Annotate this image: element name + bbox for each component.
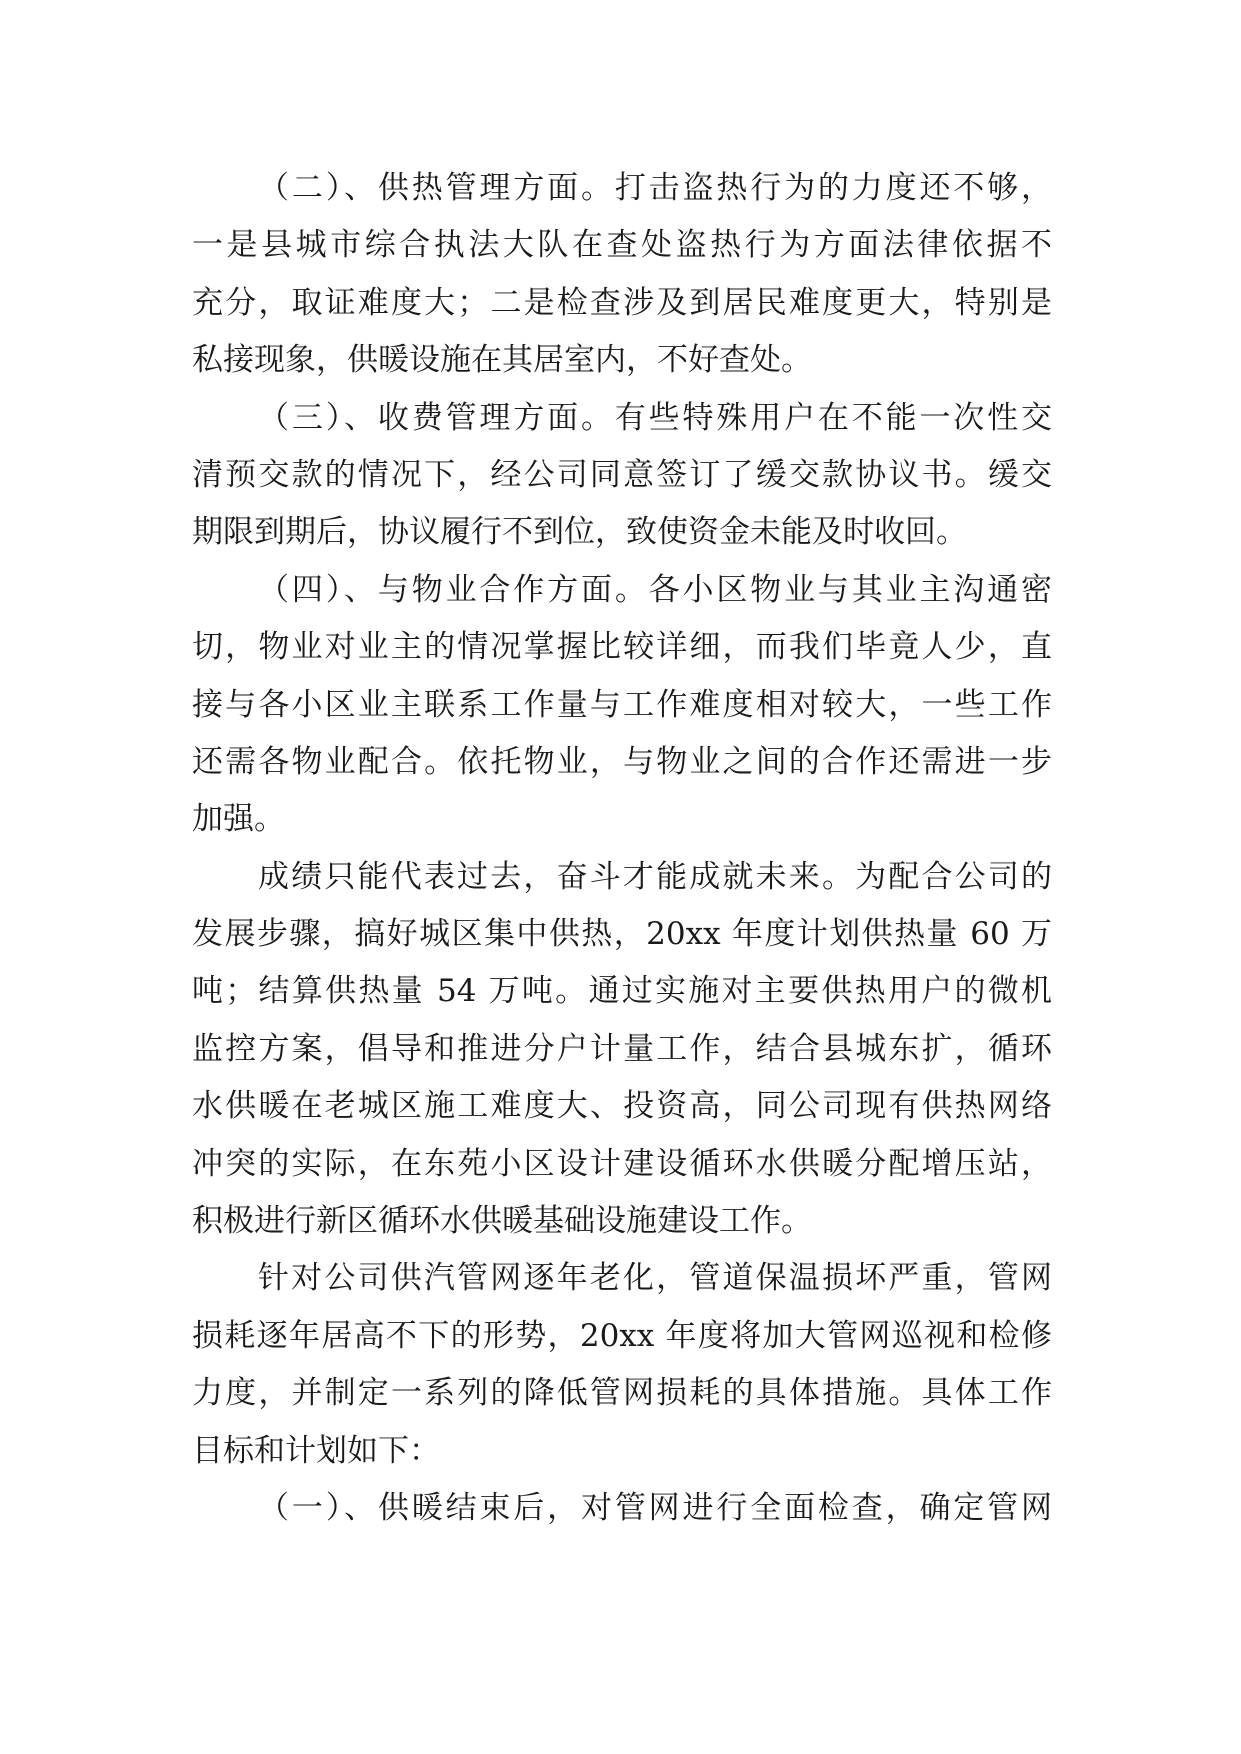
text-line: 一是县城市综合执法大队在查处盗热行为方面法律依据不 xyxy=(192,227,1052,264)
text-line: （一）、供暖结束后，对管网进行全面检查，确定管网 xyxy=(258,1489,1052,1526)
text-line: 清预交款的情况下，经公司同意签订了缓交款协议书。缓交 xyxy=(192,456,1052,493)
text-line: （二）、供热管理方面。打击盗热行为的力度还不够， xyxy=(258,170,1052,206)
text-line: 私接现象，供暖设施在其居室内，不好查处。 xyxy=(192,342,812,379)
paragraph-property-cooperation xyxy=(192,562,1052,849)
text-line: 监控方案，倡导和推进分户计量工作，结合县城东扩，循环 xyxy=(192,1030,1052,1067)
text-line: （三）、收费管理方面。有些特殊用户在不能一次性交 xyxy=(258,399,1052,436)
text-line: （四）、与物业合作方面。各小区物业与其业主沟通密 xyxy=(258,571,1052,608)
paragraph-heating-management xyxy=(192,160,1052,390)
paragraph-fee-management xyxy=(192,390,1052,562)
text-line: 针对公司供汽管网逐年老化，管道保温损坏严重，管网 xyxy=(258,1260,1052,1297)
paragraph-plan-item-1 xyxy=(192,1480,1052,1537)
text-line: 成绩只能代表过去，奋斗才能成就未来。为配合公司的 xyxy=(258,858,1052,895)
text-line: 加强。 xyxy=(192,801,285,838)
document-body xyxy=(192,160,1052,1537)
text-line: 还需各物业配合。依托物业，与物业之间的合作还需进一步 xyxy=(192,743,1052,780)
text-line: 积极进行新区循环水供暖基础设施建设工作。 xyxy=(192,1203,812,1240)
text-line: 吨；结算供热量 54 万吨。通过实施对主要供热用户的微机 xyxy=(192,973,1052,1010)
text-line: 目标和计划如下： xyxy=(192,1432,440,1469)
text-line: 力度，并制定一系列的降低管网损耗的具体措施。具体工作 xyxy=(192,1375,1052,1412)
text-line: 水供暖在老城区施工难度大、投资高，同公司现有供热网络 xyxy=(192,1088,1052,1125)
text-line: 期限到期后，协议履行不到位，致使资金未能及时收回。 xyxy=(192,514,967,551)
text-line: 发展步骤，搞好城区集中供热，20xx 年度计划供热量 60 万 xyxy=(192,916,1052,953)
text-line: 冲突的实际，在东苑小区设计建设循环水供暖分配增压站， xyxy=(192,1145,1052,1182)
text-line: 切，物业对业主的情况掌握比较详细，而我们毕竟人少，直 xyxy=(192,629,1052,666)
text-line: 充分，取证难度大；二是检查涉及到居民难度更大，特别是 xyxy=(192,284,1052,321)
paragraph-pipe-network xyxy=(192,1250,1052,1480)
text-line: 接与各小区业主联系工作量与工作难度相对较大，一些工作 xyxy=(192,686,1052,723)
text-line: 损耗逐年居高不下的形势，20xx 年度将加大管网巡视和检修 xyxy=(192,1317,1052,1354)
paragraph-future-plan xyxy=(192,849,1052,1251)
